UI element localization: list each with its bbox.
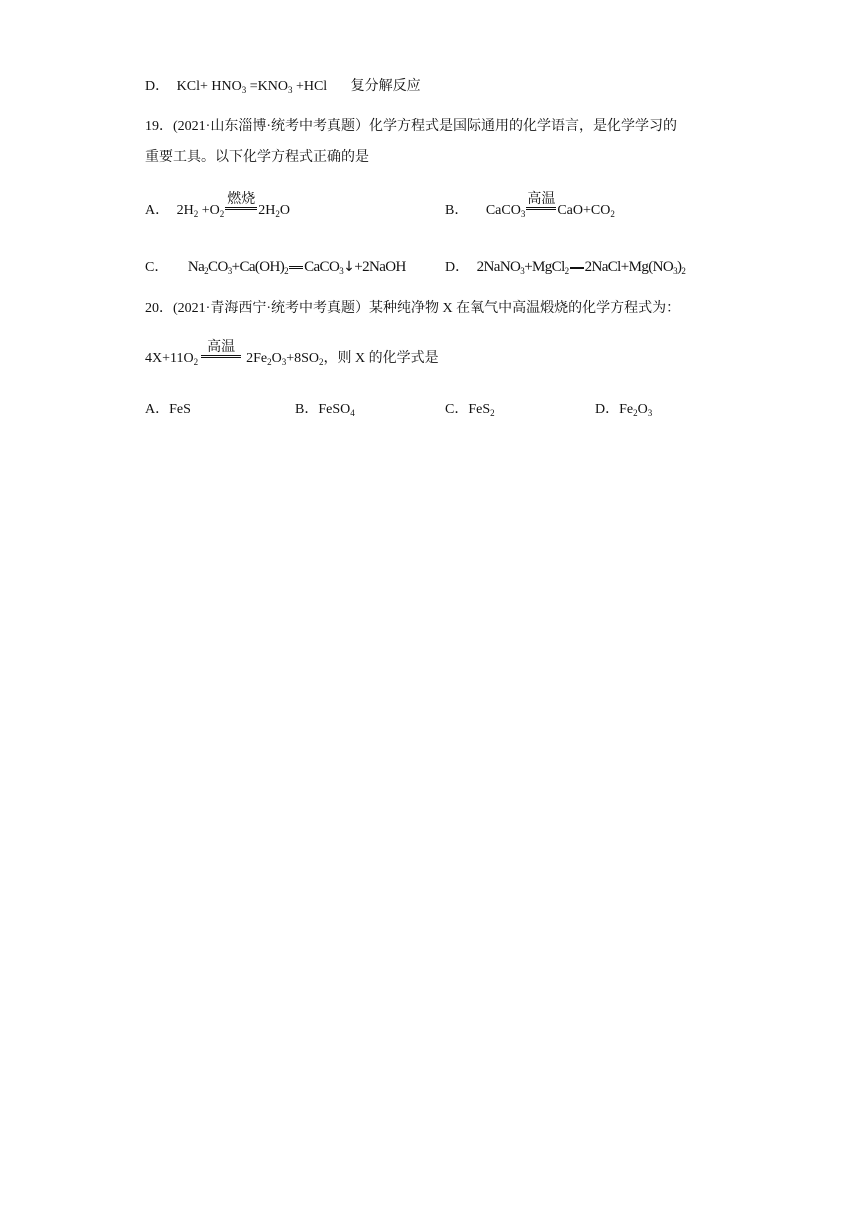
equation: $2H_2 +O_2$ 燃烧 $2H_2O$: [176, 192, 291, 219]
equation: $KCl+ HNO_3 =KNO_3 +HCl$: [176, 79, 328, 95]
option-label: C．: [445, 402, 469, 417]
option-label: C．: [145, 260, 169, 275]
equation: $Na_2CO_3+Ca(OH)_2$ CaCO$_3$↓+2NaOH: [187, 259, 406, 276]
equation: 2NaNO$_3$+MgCl$_2$ $2NaCl+Mg(NO_3)_2$: [476, 259, 686, 276]
option-formula: FeS: [169, 402, 191, 417]
q20-equation-line: [145, 340, 439, 367]
q19-option-c: [145, 260, 406, 275]
q20-option-b: [295, 403, 355, 417]
option-formula: FeSO$_4$: [318, 402, 355, 418]
equation: CaCO$_3$ 高温 $CaO+CO_2$: [485, 192, 615, 219]
condition-label: 高温: [207, 340, 236, 355]
q20-stem-line1: 20．(2021·青海西宁·统考中考真题）某种纯净物 X 在氧气中高温煅烧的化学方程式为：: [145, 301, 681, 316]
condition-label: 燃烧: [227, 192, 256, 207]
q20-option-a: [145, 403, 191, 417]
option-label: D．: [145, 79, 170, 94]
option-label: D．: [445, 260, 470, 275]
option-label: D．: [595, 402, 620, 417]
q19-option-b: [445, 192, 615, 219]
option-formula: $Fe_2O_3$: [619, 402, 653, 418]
option-formula: FeS$_2$: [468, 402, 495, 418]
equation: $4X+11O_2$ 高温 $2Fe_2O_3+8SO_2$: [145, 340, 324, 367]
option-label: A．: [145, 402, 170, 417]
reaction-type: 复分解反应: [350, 79, 421, 94]
q19-stem-line2: 重要工具。以下化学方程式正确的是: [145, 150, 369, 165]
condition-label: 高温: [527, 192, 556, 207]
option-label: B．: [295, 402, 319, 417]
q20-stem-suffix: ，则 X 的化学式是: [323, 351, 439, 366]
option-label: A．: [145, 203, 170, 218]
q18-option-d: [145, 80, 421, 94]
q20-option-d: [595, 403, 652, 417]
q19-option-d: [445, 260, 685, 275]
q20-option-c: [445, 403, 495, 417]
q19-option-a: [145, 192, 291, 219]
q19-stem-line1: 19．(2021·山东淄博·统考中考真题）化学方程式是国际通用的化学语言，是化学学习的: [145, 119, 677, 134]
option-label: B．: [445, 203, 469, 218]
